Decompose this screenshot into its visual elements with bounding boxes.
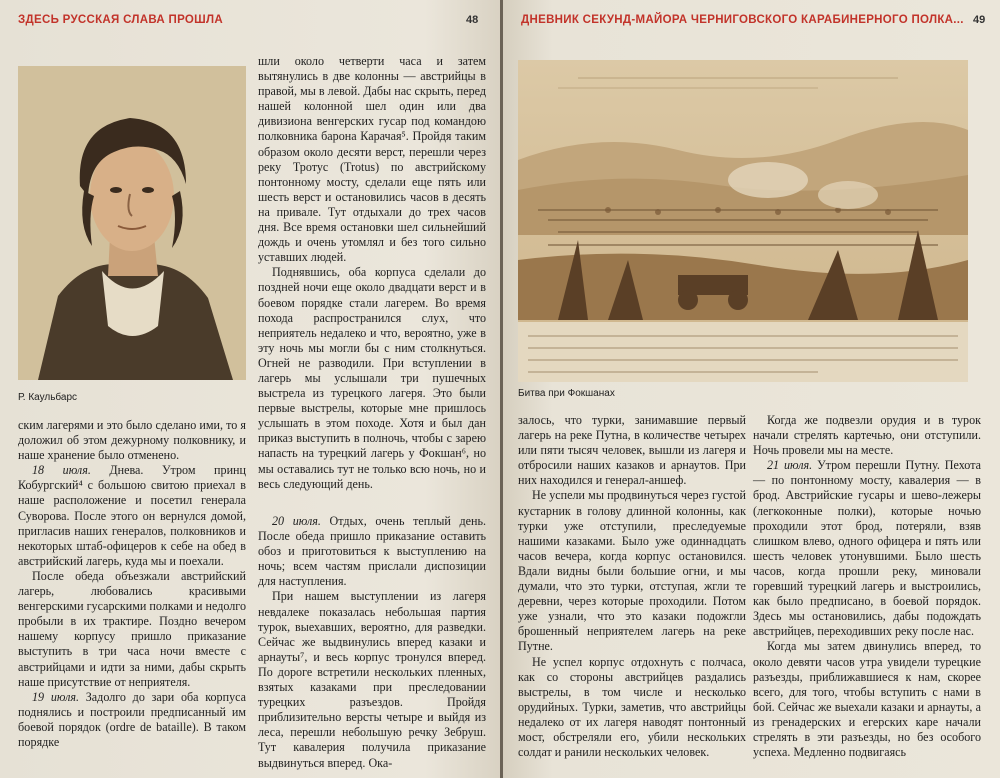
left-col2-bottom bbox=[258, 514, 486, 771]
paragraph: Когда мы затем двинулись вперед, то около девяти часов утра увидели турецкие разъезды, приближавшиеся к нам, скорее всего, для того, чтобы вступить с нами в бой. Сейчас же выехали казаки и арнауты, а из гренадерских и егерских каре начали стрелять в эти разъезды, но без особого успеха. Медленно подвигаясь bbox=[753, 639, 981, 760]
paragraph bbox=[258, 514, 486, 589]
paragraph: ским лагерями и это было сделано ими, то я доложил об этом дежурному полковнику, и наше хранение было отменено. bbox=[18, 418, 246, 463]
paragraph bbox=[18, 690, 246, 750]
right-col1 bbox=[518, 413, 746, 760]
battle-engraving-icon bbox=[518, 60, 968, 382]
right-page-number: 49 bbox=[973, 14, 986, 26]
diary-date: 19 июля. bbox=[32, 689, 80, 704]
left-col1 bbox=[18, 418, 246, 750]
diary-date: 21 июля. bbox=[767, 458, 813, 473]
paragraph: Когда же подвезли орудия и в турок начали стрелять картечью, они отступили. Ночь провели мы на месте. bbox=[753, 413, 981, 458]
paragraph bbox=[18, 463, 246, 569]
left-running-head: ЗДЕСЬ РУССКАЯ СЛАВА ПРОШЛА bbox=[18, 14, 223, 26]
paragraph bbox=[753, 458, 981, 639]
left-page-number: 48 bbox=[466, 14, 479, 26]
paragraph: шли около четверти часа и затем вытянулись в две колонны — австрийцы в правой, мы в левой. Дабы нас скрыть, перед нашей колонной шел один или два дивизиона венгерских гусар под командою полковника барона Карачая⁵. Пройдя таким образом около десяти верст, перешли через реку Тротус (Trotus) по австрийскому понтонному мосту, сделали еще пять или шесть верст и остановились часов в десять на привале. Тут отдыхали до трех часов дня. Все время остановки шел сильнейший дождь и очень утомлял и без того сильно уставших людей. bbox=[258, 54, 486, 265]
paragraph: Не успел корпус отдохнуть с полчаса, как со стороны австрийцев раздались выстрелы, в том числе и несколько орудийных. Турки, заметив, что австрийцы недалеко от их лагеря наводят понтонный мост, обстреляли его, убили нескольких солдат и ранили нескольких человек. bbox=[518, 654, 746, 760]
portrait-caption: Р. Каульбарс bbox=[18, 392, 78, 403]
paragraph: Не успели мы продвинуться через густой кустарник в голову длинной колонны, как турки уже отступили, преследуемые нашими казаками. Было уже одиннадцать часов вечера, когда корпус остановился. Вдали видны были большие огни, и мы думали, что это турки, отступая, жгли те деревни, через которые проходили. Потом уже узнали, что это казаки подожгли брошенный неприятелем лагерь на реке Путне. bbox=[518, 488, 746, 654]
battle-illustration bbox=[518, 60, 968, 382]
paragraph-text: Утром перешли Путну. Пехота — по понтонному мосту, кавалерия — в брод. Австрийские гусары и шево-лежеры (легкоконные полки), которые ночью проходили этот брод, потеряли, взяв слишком влево, одного офицера и пять или шесть человек утонувшими. Было шесть часов, когда прошли реку, миновали горевший турецкий лагерь и выстроились, как было предписано, в боевой порядок. Здесь мы остановились, дабы подождать австрийцев, переходивших реку после нас. bbox=[753, 458, 981, 639]
diary-date: 20 июля. bbox=[272, 514, 321, 528]
paragraph-text: Днева. Утром принц Кобургский⁴ с большою свитою приехал в наше расположение и посетил генерала Суворова. После этого он вернулся домой, пригласив наших генералов, полковников и некоторых штаб-офицеров к себе на обед в австрийский лагерь, куда мы и поехали. bbox=[18, 463, 246, 568]
diary-date: 18 июля. bbox=[32, 463, 91, 478]
paragraph: Поднявшись, оба корпуса сделали до поздней ночи еще около двадцати верст и в боевом порядке стали лагерем. Во время похода распространился слух, что неприятель недалеко и что, вероятно, уже в эту ночь мы могли бы с ним столкнуться. Огней не разводили. При вступлении в лагерь мы услышали три пушечных выстрела из турецкого лагеря. Это были первые выстрелы, которые мне пришлось услышать в этом походе. Хотя и был дан приказ выступить в полночь, чтобы с зарею напасть на турецкий лагерь у Фокшан⁶, но мы оставались тут не только всю ночь, но и весь следующий день. bbox=[258, 265, 486, 491]
paragraph-text: Отдых, очень теплый день. После обеда пришло приказание оставить обоз и приготовиться к выступлению на ночь; всем частям прислали диспозиции для наступления. bbox=[258, 514, 487, 589]
portrait-engraving-icon bbox=[18, 66, 246, 380]
paragraph: После обеда объезжали австрийский лагерь, любовались красивыми венгерскими гусарскими полками и недолго пробыли в их трактире. Поздно вечером нашему корпусу пришло приказание выступить в три часа ночи вместе с австрийцами и идти за ними, дабы скрыть наше присутствие от неприятеля. bbox=[18, 568, 246, 689]
paragraph: залось, что турки, занимавшие первый лагерь на реке Путна, в количестве четырех или пяти тысяч человек, вышли из лагеря и отбросили наших казаков и арнаутов. При них находился и генерал-аншеф. bbox=[518, 413, 746, 488]
right-col2 bbox=[753, 413, 981, 760]
portrait-illustration bbox=[18, 66, 246, 380]
paragraph: При нашем выступлении из лагеря невдалеке показалась небольшая партия турок, выехавших, вероятно, для разведки. Сейчас же выдвинулись вперед казаки и арнауты⁷, и весь корпус тронулся вперед. По дороге встретили нескольких пленных, взятых казаками при преследовании турецких разъездов. Пройдя приблизительно версты четыре и выйдя из леса, перешли небольшую речку Зебруш. Тут кавалерия получила приказание выдвинуться вперед. Ока- bbox=[258, 589, 486, 770]
right-page bbox=[503, 0, 1000, 778]
right-running-head: ДНЕВНИК СЕКУНД-МАЙОРА ЧЕРНИГОВСКОГО КАРАБИНЕРНОГО ПОЛКА... bbox=[521, 14, 964, 26]
battle-caption: Битва при Фокшанах bbox=[518, 388, 615, 399]
left-col2-top bbox=[258, 54, 486, 492]
paragraph-text: Задолго до зари оба корпуса поднялись и построили предписанный им боевой порядок (ordre de bataille). В таком порядке bbox=[18, 689, 247, 749]
